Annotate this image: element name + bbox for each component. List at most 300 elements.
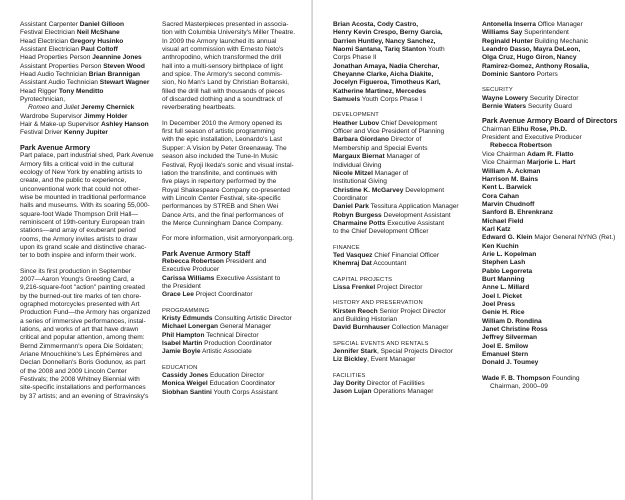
credit-line: [482, 351, 618, 359]
paragraph-line: performances by STREB and Shen Wei: [162, 203, 279, 211]
section-label-capital: CAPITAL PROJECTS: [333, 276, 393, 283]
credit-name: Siobhan Santini: [162, 388, 212, 396]
credit-role: Artistic Associate: [200, 348, 252, 356]
credit-line: [333, 388, 471, 396]
credit-name: Marjorie L. Hart: [526, 159, 576, 167]
credit-name: Phil Hampton: [162, 331, 205, 339]
credit-line: [333, 195, 471, 203]
credit-line: [482, 318, 618, 326]
credit-name: Olga Cruz, Hugo Giron, Nancy: [482, 54, 577, 62]
credit-role: Director of Facilities: [364, 380, 425, 388]
paragraph-line: Festival, Ryoji Ikeda's sonic and visual instal-: [162, 161, 294, 169]
credit-line: [20, 129, 154, 137]
credit-role: Senior Project Director: [377, 307, 446, 315]
credit-line: [20, 88, 154, 96]
credit-name: Reginald Hunter: [482, 37, 533, 45]
section-label-finance: FINANCE: [333, 244, 360, 251]
credit-line: [162, 389, 302, 397]
credit-line: [20, 54, 154, 62]
credit-role: Hair & Make-up Supervisor: [20, 121, 101, 129]
credit-name: Joel I. Picket: [482, 292, 522, 300]
paragraph-line: critical and popular attention, among them:: [20, 334, 145, 342]
credit-name: Steven Wood: [103, 62, 145, 70]
credit-name: Kenny Jupiter: [63, 129, 108, 137]
credit-role: Corps Phase II: [333, 54, 377, 62]
credit-name: Brian Acosta, Cody Castro,: [333, 21, 419, 28]
credit-line: [162, 283, 302, 291]
credit-role: Festival Driver: [20, 129, 64, 137]
credit-name: Ken Kuchin: [482, 242, 519, 250]
credit-line: [333, 170, 471, 178]
credit-line: [482, 301, 618, 309]
credit-name: Antonella Inserra: [482, 21, 536, 28]
paragraph-line: Ariane Mnouchkine's Les Éphémères and: [20, 351, 142, 359]
credit-line: [482, 21, 618, 29]
credit-line: [333, 348, 471, 356]
credit-line: [20, 113, 154, 121]
credit-line: [333, 316, 471, 324]
credit-name: Charmaine Potts: [333, 219, 386, 227]
credit-role: General Manager: [218, 323, 272, 331]
credit-name: Kent L. Barwick: [482, 184, 532, 192]
paragraph-line: tion with Columbia University's Miller Theatre.: [162, 29, 296, 37]
credit-role: Founding: [550, 374, 580, 382]
credit-role: Technical Director: [204, 331, 259, 339]
credit-name: William A. Ackman: [482, 167, 541, 175]
credit-line: [20, 79, 154, 87]
paragraph-line: 9,216-square-foot "action" painting created: [20, 284, 145, 292]
credit-role: Membership and Special Events: [333, 144, 428, 152]
credit-name: Joel Press: [482, 301, 515, 308]
credit-name: Cassidy Jones: [162, 372, 209, 380]
credit-role: President and: [223, 257, 267, 265]
credit-name: Adam R. Flatto: [526, 150, 574, 158]
credit-line: [333, 96, 471, 104]
credit-name: Grace Lee: [162, 291, 194, 299]
credit-name: Jeffrey Silverman: [482, 334, 537, 342]
paragraph-line: lations, and works of art that have drawn: [20, 326, 139, 334]
credit-role: Major General NYNG (Ret.): [532, 234, 616, 242]
credit-role: and Building Historian: [333, 316, 398, 323]
credit-role: Festival Electrician: [20, 29, 77, 37]
credit-line: [162, 380, 302, 388]
left-page: [0, 0, 312, 500]
credit-role: Individual Giving: [333, 161, 382, 169]
credit-line: [482, 126, 618, 134]
credit-line: [482, 71, 618, 79]
section-label-development: DEVELOPMENT: [333, 112, 380, 119]
credit-line: [482, 218, 618, 226]
credit-role: Youth: [426, 46, 445, 54]
credit-line: [20, 46, 154, 54]
credit-name: Jason Lujan: [333, 388, 372, 396]
credit-role: Assistant Properties Person: [20, 62, 104, 70]
credit-line: [333, 128, 471, 136]
credit-line: [482, 134, 618, 142]
credit-role: Education Director: [208, 372, 265, 380]
paragraph-line: Dance Arts, and the final performances of: [162, 211, 284, 219]
paragraph-line: In December 2010 the Armory opened its: [162, 119, 283, 127]
credit-name: Naomi Santana, Tariq Stanton: [333, 46, 427, 54]
credit-line: [20, 63, 154, 71]
paragraph-line: reverberating heartbeats.: [162, 104, 236, 112]
credit-line: [482, 259, 618, 267]
credit-role: Manager of: [384, 153, 420, 161]
credit-name: Dominic Santoro: [482, 71, 535, 79]
credit-name: Jonathan Amaya, Nadia Cherchar,: [333, 62, 440, 70]
credit-line: [482, 103, 618, 111]
credit-name: Stephen Lash: [482, 259, 526, 267]
credit-line: [333, 187, 471, 195]
paragraph-line: by the burned-out tire marks of ten chore-: [20, 292, 142, 300]
credit-role: Vice Chairman: [482, 159, 527, 167]
credit-line: [482, 309, 618, 317]
credit-name: Kristy Edmunds: [162, 315, 213, 322]
section-label-education: EDUCATION: [162, 364, 198, 371]
credit-name: Lissa Frenkel: [333, 283, 376, 291]
spacer: [482, 368, 618, 375]
paragraph-line: the Merce Cunningham Dance Company.: [162, 219, 283, 227]
credit-line: [333, 228, 471, 236]
credit-name: Heather Lubov: [333, 119, 380, 127]
credit-role: the President: [162, 282, 201, 290]
paragraph-line: Part palace, part industrial shed, Park Avenue: [20, 152, 154, 160]
credit-name: Wayne Lowery: [482, 94, 528, 102]
section-heading-board: Park Avenue Armory Board of Directors: [482, 116, 618, 126]
paragraph-line: of discarded clothing and a soundtrack of: [162, 96, 283, 104]
credit-name: Cora Cahan: [482, 192, 520, 200]
credit-line: [162, 323, 302, 331]
credit-line: [162, 291, 302, 299]
credit-line: [20, 29, 154, 37]
credit-line: [333, 178, 471, 186]
credit-role: Development Assistant: [381, 211, 451, 219]
credit-name: Anne L. Millard: [482, 284, 530, 292]
credit-name: Christine K. McGarvey: [333, 186, 404, 194]
paragraph-line: unconventional work that could not other-: [20, 185, 141, 193]
credit-name: Elihu Rose, Ph.D.: [512, 125, 568, 133]
credit-line: [333, 21, 471, 29]
section-label-history: HISTORY AND PRESERVATION: [333, 300, 423, 307]
credit-role: Assistant Audio Technician: [20, 79, 100, 87]
credit-line: [482, 176, 618, 184]
credit-role: Porters: [534, 71, 558, 79]
credit-line: [333, 38, 471, 46]
credit-name: Robyn Burgess: [333, 211, 382, 219]
paragraph-line: five plays in repertory performed by the: [162, 178, 277, 186]
paragraph-line: ographed motorcycles presented with Art: [20, 301, 140, 308]
section-label-security: SECURITY: [482, 87, 513, 94]
credit-line: [482, 29, 618, 37]
credit-name: Emanuel Stern: [482, 351, 529, 359]
credit-line: [162, 332, 302, 340]
credit-role: Assistant Electrician: [20, 46, 81, 54]
credit-name: Khemraj Dat: [333, 260, 372, 268]
credit-line: [333, 145, 471, 153]
paragraph-line: with the epic installation, Leonardo's Last: [162, 136, 283, 144]
credit-line: [333, 212, 471, 220]
credit-line: [482, 159, 618, 167]
paragraph-line: ter to both inspire and inform their work.: [20, 252, 137, 260]
credit-role: Head Electrician: [20, 37, 70, 45]
paragraph-line: upon its grand scale and distinctive charac-: [20, 243, 147, 251]
section-heading-park-avenue-armory: Park Avenue Armory: [20, 142, 91, 152]
credit-line: [333, 308, 471, 316]
spacer: [20, 261, 154, 268]
paragraph-line: filled the drill hall with thousands of pieces: [162, 87, 285, 95]
paragraph-line: lation the transfinite, and continues with: [162, 169, 278, 177]
credit-name: Tony Menditto: [58, 87, 104, 95]
credit-name: Ashley Hanson: [101, 121, 149, 129]
credit-line: [333, 29, 471, 37]
credit-name: William D. Rondina: [482, 317, 542, 325]
credit-role: Security Guard: [526, 103, 572, 111]
credit-name: Jimmy Holder: [83, 112, 128, 120]
left-column-1: [20, 21, 154, 401]
credit-role: Head Audio Technician: [20, 71, 89, 79]
paragraph-line: ecology of New York by enabling artists to: [20, 168, 143, 176]
paragraph-line: hall into a multi-sensory birthplace of light: [162, 62, 283, 70]
about-paragraph: [20, 152, 154, 260]
paragraph-line: create, and the public to experience,: [20, 177, 127, 185]
credit-role: Executive Producer: [162, 266, 220, 274]
paragraph-line: site-specific installations and performances: [20, 384, 146, 392]
credit-role: Development: [403, 186, 445, 194]
paragraph-line: of the 2008 and 2009 Lincoln Center: [20, 367, 127, 375]
credit-line: [162, 340, 302, 348]
paragraph-line: wise be mounted in traditional performance: [20, 193, 147, 201]
credit-role: Vice Chairman: [482, 150, 527, 158]
credit-name: Neil McShane: [76, 29, 120, 37]
paragraph-line: Declan Donnellan's Boris Godunov, as part: [20, 359, 146, 367]
credit-role: , Event Manager: [367, 356, 416, 364]
paragraph-line: Royal Shakespeare Company co-presented: [162, 186, 290, 194]
credit-name: Henry Kevin Crespo, Berny Garcia,: [333, 29, 443, 37]
credit-name: Rebecca Robertson: [162, 257, 224, 265]
credit-role: Assistant Carpenter: [20, 21, 80, 28]
credit-line: [162, 348, 302, 356]
credit-line: [482, 209, 618, 217]
credit-line: [20, 38, 154, 46]
credit-name: Nicole Mitzel: [333, 169, 373, 177]
credit-line: [482, 63, 618, 71]
credit-role: Manager of: [372, 169, 409, 177]
credit-line: [482, 226, 618, 234]
section-label-special: SPECIAL EVENTS AND RENTALS: [333, 340, 429, 347]
commission-paragraph: [162, 21, 302, 113]
credit-line: [162, 266, 302, 274]
credit-name: Monica Weigel: [162, 380, 208, 388]
credit-line: [162, 372, 302, 380]
left-column-2: [162, 21, 302, 397]
credit-name: Margaux Biernat: [333, 153, 385, 161]
credit-line: [482, 284, 618, 292]
credit-name: Katherine Martinez, Mercedes: [333, 87, 427, 95]
credit-name: Ted Vasquez: [333, 251, 373, 259]
credit-line: [333, 71, 471, 79]
paragraph-line: and spice. The Armory's second commis-: [162, 71, 283, 79]
credit-role: Coordinator: [333, 194, 368, 202]
credit-line: [482, 383, 618, 391]
credit-name: Jeannine Jones: [92, 54, 142, 62]
credit-line: [333, 136, 471, 144]
credit-role: President and Executive Producer: [482, 134, 582, 142]
credit-name: Michael Lonergan: [162, 323, 219, 331]
credit-line: [482, 201, 618, 209]
credit-role: Youth Corps Phase I: [360, 96, 423, 104]
credit-line: [162, 275, 302, 283]
credit-line: [162, 258, 302, 266]
credit-line: [482, 46, 618, 54]
credit-line: [333, 380, 471, 388]
paragraph-line: rooms, the Armory invites artists to draw: [20, 235, 138, 243]
credit-line: [333, 153, 471, 161]
paragraph-line: sion, No Man's Land by Christian Boltanski,: [162, 79, 289, 87]
credit-line: [482, 334, 618, 342]
credit-line: [20, 21, 154, 29]
spacer: [162, 113, 302, 120]
paragraph-line: Production Fund—the Armory has organized: [20, 309, 151, 317]
credit-name: Daniel Gilloon: [79, 21, 125, 28]
credit-role: Head Properties Person: [20, 54, 93, 62]
credit-role: Operations Manager: [371, 388, 434, 396]
credit-name: Williams Say: [482, 29, 523, 37]
credit-line: [482, 243, 618, 251]
paragraph-line: Bernd Zimmermann's opera Die Soldaten;: [20, 342, 143, 350]
paragraph-line: 2007—Aaron Young's Greeting Card, a: [20, 275, 135, 283]
credit-role: Education Coordinator: [207, 380, 276, 388]
credit-name: Pablo Legorreta: [482, 267, 533, 275]
credit-role: Building Mechanic: [532, 37, 589, 45]
credit-line: [333, 324, 471, 332]
credit-name: Leandro Dasso, Mayra DeLeon,: [482, 46, 581, 54]
right-page: [313, 0, 625, 500]
credit-role: Security Director: [527, 94, 579, 102]
credit-role: Director of: [389, 136, 422, 144]
credit-name: Barbara Giordano: [333, 136, 390, 144]
credit-name: Cheyanne Clarke, Aicha Diakite,: [333, 71, 434, 79]
credit-line: [333, 63, 471, 71]
section-heading-staff: Park Avenue Armory Staff: [162, 248, 251, 258]
more-info-line: For more information, visit armoryonpark.org.: [162, 235, 294, 243]
credit-line: [333, 88, 471, 96]
credit-name: Jeremy Chernick: [81, 104, 135, 112]
credit-role: Pyrotechnician,: [20, 96, 66, 104]
credit-line: [20, 71, 154, 79]
credit-line: [482, 359, 618, 367]
credit-role: Executive Assistant to: [214, 274, 281, 282]
credit-role: Tessitura Application Manager: [368, 203, 459, 211]
credit-name: Burt Manning: [482, 275, 525, 283]
credit-name: Harrison M. Bains: [482, 175, 539, 183]
credit-line: [482, 151, 618, 159]
production-title: Romeo and Juliet: [28, 104, 82, 112]
credit-name: Joel E. Smilow: [482, 342, 529, 350]
credit-role: , Special Projects Director: [376, 348, 453, 356]
paragraph-line: a series of immersive performances, instal-: [20, 317, 146, 325]
credit-name: Samuels: [333, 96, 361, 104]
credit-line: [482, 168, 618, 176]
credit-name: Arie L. Kopelman: [482, 250, 537, 258]
paragraph-line: by 37 artists; and an evening of Stravinsky's: [20, 392, 149, 400]
credit-role: Institutional Giving: [333, 178, 387, 186]
credit-line: [482, 326, 618, 334]
credit-name: Sanford B. Ehrenkranz: [482, 209, 554, 217]
credit-name: Donald J. Toumey: [482, 359, 539, 367]
paragraph-line: visual art commission with Ernesto Neto's: [162, 46, 284, 54]
credit-role: Chief Development: [379, 119, 438, 127]
credit-line: [162, 315, 302, 323]
credit-name: Kirsten Reoch: [333, 307, 378, 315]
credit-line: [482, 293, 618, 301]
credit-line: [333, 120, 471, 128]
season-paragraph: [162, 120, 302, 228]
spacer: [162, 228, 302, 235]
credit-name: Stewart Wagner: [99, 79, 150, 87]
credit-line: [482, 375, 618, 383]
credit-role: Accountant: [371, 260, 407, 268]
credit-line: [482, 343, 618, 351]
credit-line: [333, 54, 471, 62]
section-label-facilities: FACILITIES: [333, 372, 366, 379]
paragraph-line: reminiscent of 19th-century European train: [20, 218, 145, 226]
credit-name: Edward G. Klein: [482, 234, 533, 242]
credit-line: [333, 356, 471, 364]
credit-role: Project Coordinator: [193, 291, 253, 299]
credit-role: Chairman: [482, 125, 513, 133]
credit-line: [482, 95, 618, 103]
credit-line: [333, 162, 471, 170]
credit-line: [333, 252, 471, 260]
credit-line: [333, 79, 471, 87]
credit-line: [20, 96, 154, 104]
credit-name: Janet Christine Ross: [482, 326, 548, 334]
paragraph-line: Armory fills a critical void in the cultural: [20, 160, 134, 168]
credit-line: [482, 251, 618, 259]
credit-role: Head Rigger: [20, 87, 59, 95]
credit-role: Chief Financial Officer: [372, 251, 440, 259]
credit-line: [333, 220, 471, 228]
credit-name: Carissa Williams: [162, 274, 215, 282]
credit-role: Executive Assistant: [385, 219, 445, 227]
credit-line: [20, 104, 154, 112]
credit-role: Project Director: [375, 283, 423, 291]
credit-name: Karl Katz: [482, 225, 511, 233]
credit-line: [482, 38, 618, 46]
credit-name: Jocelyn Figueroa, Timotheus Karl,: [333, 79, 441, 87]
credit-line: [482, 142, 618, 150]
credit-name: Marvin Chudnoff: [482, 200, 535, 208]
paragraph-line: halls and museums. With its soaring 55,000-: [20, 202, 150, 210]
credit-role: Youth Corps Assistant: [211, 388, 278, 396]
paragraph-line: Festivals; the 2008 Whitney Biennial with: [20, 376, 140, 384]
credit-role: Consulting Artistic Director: [212, 315, 292, 322]
credit-line: [20, 121, 154, 129]
credit-name: Isabel Martin: [162, 340, 203, 348]
paragraph-line: Since its first production in September: [20, 267, 132, 275]
credit-name: Wade F. B. Thompson: [482, 374, 551, 382]
credit-line: [333, 46, 471, 54]
paragraph-line: first full season of artistic programming: [162, 128, 275, 136]
credit-role: Production Coordinator: [202, 340, 272, 348]
credit-line: [482, 234, 618, 242]
credit-line: [333, 203, 471, 211]
credit-role: Office Manager: [535, 21, 583, 28]
credit-line: [482, 54, 618, 62]
credit-name: Ramirez-Gomez, Anthony Rosalia,: [482, 62, 590, 70]
paragraph-line: stations—and array of exuberant period: [20, 227, 136, 235]
credit-role: Superintendent: [522, 29, 569, 37]
